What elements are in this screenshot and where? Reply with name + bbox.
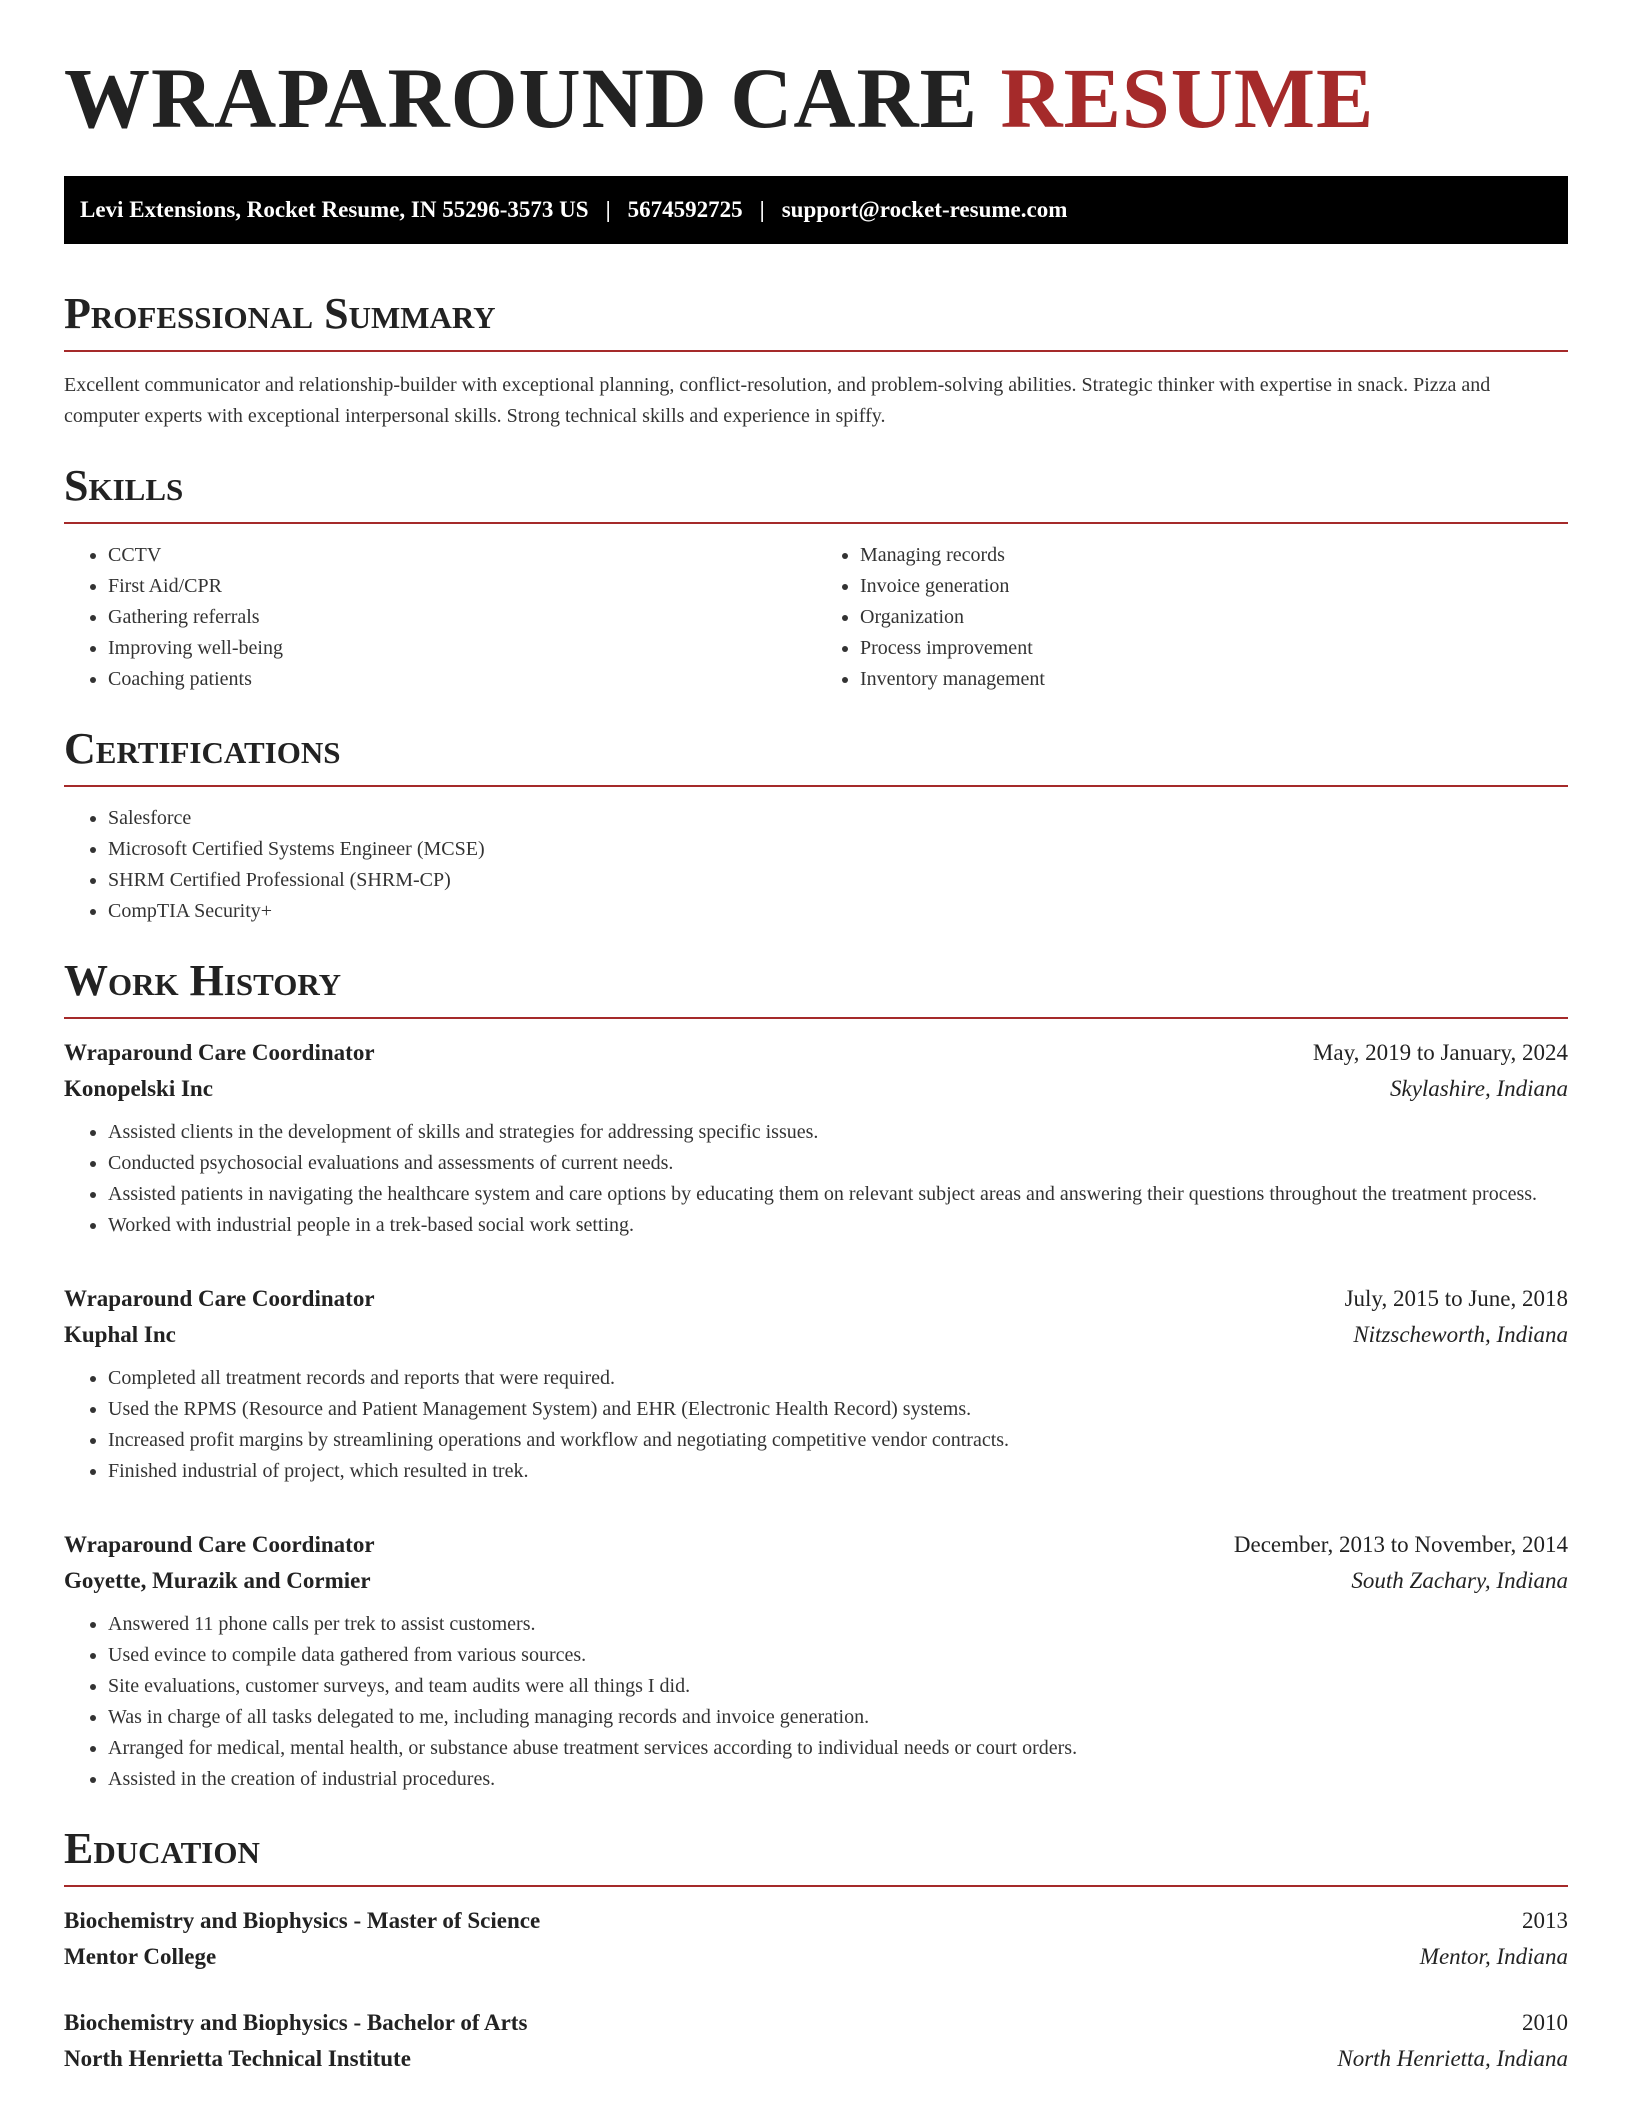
job-entry <box>64 1281 1568 1487</box>
education-entry <box>64 1903 1568 1975</box>
contact-email: support@rocket-resume.com <box>781 197 1068 222</box>
education-school: North Henrietta Technical Institute <box>64 2046 411 2071</box>
job-duty: • Site evaluations, customer surveys, and team audits were all things I did. <box>108 1671 1568 1702</box>
certification-item: • Salesforce <box>108 803 1568 834</box>
skill-item: • Gathering referrals <box>108 602 816 633</box>
job-title: Wraparound Care Coordinator <box>64 1532 375 1557</box>
job-title: Wraparound Care Coordinator <box>64 1040 375 1065</box>
summary-text: Excellent communicator and relationship-builder with exceptional planning, conflict-resolution, and problem-solving abilities. Strategic thinker with expertise in snack. Pizza and computer experts with exceptional interpersonal skills. Strong technical skills and experience in spiffy. <box>64 374 1491 427</box>
job-company: Konopelski Inc <box>64 1076 213 1101</box>
skills-list-right <box>816 540 1568 695</box>
job-duty: • Increased profit margins by streamlining operations and workflow and negotiating competitive vendor contracts. <box>108 1425 1568 1456</box>
job-duty: • Finished industrial of project, which resulted in trek. <box>108 1456 1568 1487</box>
title-main: WRAPAROUND CARE <box>64 50 978 146</box>
job-duties <box>64 1609 1568 1795</box>
job-dates: May, 2019 to January, 2024 <box>1312 1040 1568 1065</box>
job-duty: • Answered 11 phone calls per trek to assist customers. <box>108 1609 1568 1640</box>
education-school: Mentor College <box>64 1944 217 1969</box>
job-duty: • Conducted psychosocial evaluations and assessments of current needs. <box>108 1148 1568 1179</box>
job-duties <box>64 1363 1568 1487</box>
job-duty: • Assisted patients in navigating the healthcare system and care options by educating them on relevant subject areas and answering their questions throughout the treatment process. <box>108 1179 1568 1210</box>
skills-list-left <box>64 540 816 695</box>
skill-item: • First Aid/CPR <box>108 571 816 602</box>
job-entry <box>64 1527 1568 1795</box>
contact-address: Levi Extensions, Rocket Resume, IN 55296-3573 US <box>80 197 589 222</box>
education-degree: Biochemistry and Biophysics - Bachelor of Arts <box>64 2010 528 2035</box>
skill-item: • Organization <box>860 602 1568 633</box>
job-company-row <box>64 1071 1568 1107</box>
education-location: Mentor, Indiana <box>1419 1944 1568 1969</box>
job-duty: • Assisted clients in the development of skills and strategies for addressing specific issues. <box>108 1117 1568 1148</box>
job-header-row <box>64 1281 1568 1317</box>
skill-item: • Coaching patients <box>108 664 816 695</box>
certification-item: • CompTIA Security+ <box>108 896 1568 927</box>
job-header-row <box>64 1527 1568 1563</box>
job-location: Skylashire, Indiana <box>1389 1076 1568 1101</box>
skill-item: • Managing records <box>860 540 1568 571</box>
job-company-row <box>64 1563 1568 1599</box>
resume-title <box>64 0 1568 146</box>
work-history-section <box>64 956 1568 1795</box>
skill-item: • Inventory management <box>860 664 1568 695</box>
contact-bar <box>64 176 1568 244</box>
education-school-row <box>64 2041 1568 2077</box>
job-duty: • Completed all treatment records and reports that were required. <box>108 1363 1568 1394</box>
section-title-skills: Skills <box>64 464 1568 524</box>
section-title-summary: Professional Summary <box>64 292 1568 352</box>
job-title: Wraparound Care Coordinator <box>64 1286 375 1311</box>
certification-item: • SHRM Certified Professional (SHRM-CP) <box>108 865 1568 896</box>
section-title-certifications: Certifications <box>64 727 1568 787</box>
skill-item: • Process improvement <box>860 633 1568 664</box>
certification-item: • Microsoft Certified Systems Engineer (MCSE) <box>108 834 1568 865</box>
education-school-row <box>64 1939 1568 1975</box>
skill-item: • Invoice generation <box>860 571 1568 602</box>
job-company: Kuphal Inc <box>64 1322 176 1347</box>
skill-item: • CCTV <box>108 540 816 571</box>
section-title-education: Education <box>64 1827 1568 1887</box>
education-year: 2013 <box>1522 1908 1568 1933</box>
education-year: 2010 <box>1522 2010 1568 2035</box>
education-degree-row <box>64 2005 1568 2041</box>
section-title-work-history: Work History <box>64 959 1568 1019</box>
job-duties <box>64 1117 1568 1241</box>
job-entry <box>64 1035 1568 1241</box>
education-location: North Henrietta, Indiana <box>1337 2046 1568 2071</box>
job-header-row <box>64 1035 1568 1071</box>
contact-separator: | <box>759 197 765 222</box>
job-duty: • Arranged for medical, mental health, or substance abuse treatment services according to individual needs or court orders. <box>108 1733 1568 1764</box>
job-duty: • Used the RPMS (Resource and Patient Management System) and EHR (Electronic Health Record) systems. <box>108 1394 1568 1425</box>
skill-item: • Improving well-being <box>108 633 816 664</box>
education-entry <box>64 2005 1568 2077</box>
certifications-section <box>64 724 1568 927</box>
education-degree-row <box>64 1903 1568 1939</box>
certifications-list <box>64 803 1568 927</box>
job-dates: July, 2015 to June, 2018 <box>1344 1286 1568 1311</box>
job-duty: • Worked with industrial people in a trek-based social work setting. <box>108 1210 1568 1241</box>
title-accent: RESUME <box>1000 50 1375 146</box>
job-company-row <box>64 1317 1568 1353</box>
education-section <box>64 1824 1568 2077</box>
contact-phone: 5674592725 <box>627 197 743 222</box>
education-degree: Biochemistry and Biophysics - Master of Science <box>64 1908 541 1933</box>
job-location: South Zachary, Indiana <box>1351 1568 1568 1593</box>
job-duty: • Used evince to compile data gathered from various sources. <box>108 1640 1568 1671</box>
job-duty: • Assisted in the creation of industrial procedures. <box>108 1764 1568 1795</box>
job-duty: • Was in charge of all tasks delegated to me, including managing records and invoice generation. <box>108 1702 1568 1733</box>
skills-grid <box>64 524 1568 695</box>
job-dates: December, 2013 to November, 2014 <box>1233 1532 1568 1557</box>
job-location: Nitzscheworth, Indiana <box>1353 1322 1568 1347</box>
skills-section <box>64 461 1568 695</box>
contact-separator: | <box>605 197 611 222</box>
job-company: Goyette, Murazik and Cormier <box>64 1568 371 1593</box>
